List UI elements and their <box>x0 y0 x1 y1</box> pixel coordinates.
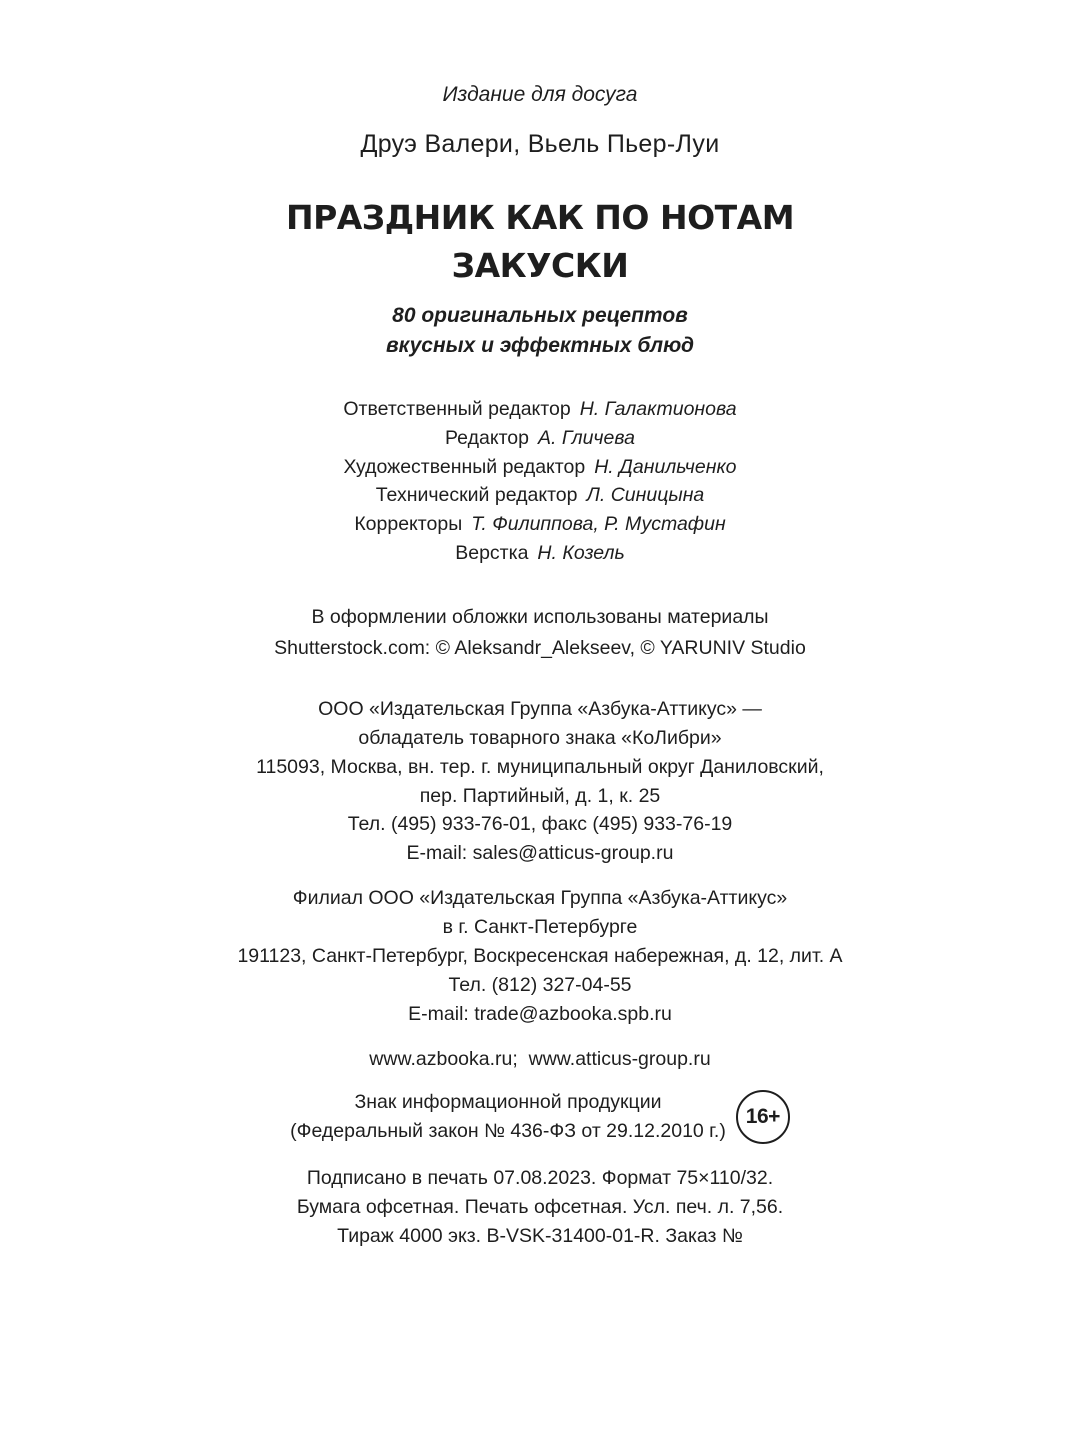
publisher-line: ООО «Издательская Группа «Азбука-Аттикус» — <box>318 698 762 720</box>
publisher-address: пер. Партийный, д. 1, к. 25 <box>419 785 661 807</box>
credit-line <box>0 453 1080 482</box>
credit-role: Корректоры <box>354 513 463 535</box>
authors: Друэ Валери, Вьель Пьер-Луи <box>360 130 720 158</box>
info-sign-line-1: Знак информационной продукции <box>354 1091 662 1113</box>
credit-person: Н. Данильченко <box>594 456 737 478</box>
branch-line: Филиал ООО «Издательская Группа «Азбука-Аттикус» <box>292 887 788 909</box>
credit-role: Верстка <box>455 542 529 564</box>
credit-role: Ответственный редактор <box>343 398 571 420</box>
credit-person: А. Гличева <box>537 427 635 449</box>
credit-role: Редактор <box>445 427 529 449</box>
publisher-phone: Тел. (495) 933-76-01, факс (495) 933-76-19 <box>347 813 733 835</box>
branch-email: E-mail: trade@azbooka.spb.ru <box>408 1003 672 1025</box>
credit-person: Н. Козель <box>537 542 625 564</box>
print-info-line: Бумага офсетная. Печать офсетная. Усл. печ. л. 7,56. <box>296 1196 784 1218</box>
credit-role: Технический редактор <box>375 484 578 506</box>
info-sign-line-2: (Федеральный закон № 436-ФЗ от 29.12.2010 г.) <box>290 1120 726 1142</box>
credit-person: Л. Синицына <box>586 484 705 506</box>
subtitle-line-1: 80 оригинальных рецептов <box>392 304 688 327</box>
book-title-line-1: ПРАЗДНИК КАК ПО НОТАМ <box>285 198 795 237</box>
cover-credit-line-2: Shutterstock.com: © Aleksandr_Alekseev, © YARUNIV Studio <box>274 637 806 659</box>
credit-line <box>0 539 1080 568</box>
credit-line <box>0 395 1080 424</box>
subtitle-line-2: вкусных и эффектных блюд <box>386 334 694 357</box>
age-rating-badge: 16+ <box>736 1090 790 1144</box>
credit-role: Художественный редактор <box>343 456 586 478</box>
credit-line <box>0 510 1080 539</box>
credit-person: Т. Филиппова, Р. Мустафин <box>471 513 726 535</box>
websites: www.azbooka.ru; www.atticus-group.ru <box>369 1048 711 1070</box>
publisher-email: E-mail: sales@atticus-group.ru <box>406 842 674 864</box>
branch-address: 191123, Санкт-Петербург, Воскресенская набережная, д. 12, лит. А <box>237 945 843 967</box>
publisher-line: обладатель товарного знака «КоЛибри» <box>358 727 722 749</box>
cover-credit-line-1: В оформлении обложки использованы материалы <box>311 606 769 628</box>
series-label: Издание для досуга <box>442 83 638 106</box>
print-info-line: Тираж 4000 экз. B-VSK-31400-01-R. Заказ № <box>337 1225 743 1247</box>
book-title-line-2: ЗАКУСКИ <box>451 246 629 285</box>
credit-line <box>0 424 1080 453</box>
branch-line: в г. Санкт-Петербурге <box>442 916 638 938</box>
print-info-line: Подписано в печать 07.08.2023. Формат 75×110/32. <box>306 1167 774 1189</box>
info-sign-block <box>0 1088 1080 1146</box>
credit-line <box>0 481 1080 510</box>
publisher-address: 115093, Москва, вн. тер. г. муниципальный округ Даниловский, <box>256 756 824 778</box>
info-sign-text <box>290 1088 726 1146</box>
credit-person: Н. Галактионова <box>579 398 737 420</box>
branch-phone: Тел. (812) 327-04-55 <box>448 974 632 996</box>
